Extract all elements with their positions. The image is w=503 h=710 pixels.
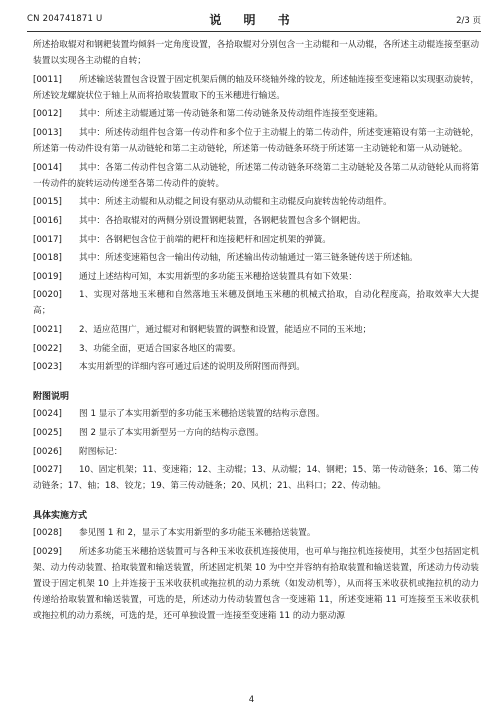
paragraph — [33, 287, 479, 319]
paragraph — [33, 125, 479, 157]
paragraph-text: 参见图 1 和 2，显示了本实用新型的多功能玉米穗拾送装置。 — [79, 528, 316, 539]
paragraph — [33, 544, 479, 624]
paragraph-text: 其中：各拾取辊对的两侧分别设置钢耙装置，各钢耙装置包含多个钢耙齿。 — [79, 215, 366, 226]
paragraph — [33, 232, 479, 248]
paragraph-number: [0025] — [33, 427, 62, 438]
paragraph-text: 其中：各钢耙包含位于前端的耙杆和连接耙杆和固定机架的弹簧。 — [79, 234, 331, 245]
paragraph — [33, 250, 479, 266]
paragraph-text: 通过上述结构可知，本实用新型的多功能玉米穗拾送装置具有如下效果： — [79, 271, 357, 282]
page-indicator: 2/3 页 — [456, 16, 481, 26]
paragraph-number: [0026] — [33, 446, 62, 457]
paragraph-text: 所述多功能玉米穗拾送装置可与各种玉米收获机连接使用，也可单与拖拉机连接使用，其至少包括固定机架、动力传动装置、拾取装置和输送装置，所述固定机架 10 为中空并容纳有拾取装置和输送装置，所述动力传动装置设于固定机架 10 上并连接于玉米收获机或拖拉机的动力系统（如发动机等），从而将玉米收获机或拖拉机的动力传递给拾取装置和输送装置，可选的是，所述动力传动装置包含一变速箱 11，所述变速箱 11 可连接至玉米收获机或拖拉机的动力系统，可选的是，还可单独设置一连接至变速箱 11 的动力驱动源 — [33, 547, 479, 622]
paragraph-number: [0020] — [33, 290, 62, 301]
paragraph-number: [0022] — [33, 343, 62, 354]
document-number: CN 204741871 U — [27, 14, 103, 24]
paragraph-number: [0021] — [33, 325, 62, 335]
paragraph — [33, 160, 479, 192]
page-number: 4 — [248, 695, 255, 705]
paragraph-number: [0012] — [33, 109, 62, 120]
paragraph-number: [0024] — [33, 409, 62, 420]
paragraph-text: 图 1 显示了本实用新型的多功能玉米穗拾送装置的结构示意图。 — [79, 409, 325, 420]
paragraph — [33, 72, 479, 104]
paragraph-number: [0027] — [33, 465, 62, 476]
paragraph — [33, 359, 479, 375]
paragraph — [33, 444, 479, 460]
paragraph-text: 其中：各第二传动件包含第二从动链轮，所述第二传动链条环绕第二主动链轮及各第二从动链轮从而将第一传动件的旋转运动传递至各第二传动件的旋转。 — [33, 162, 479, 189]
paragraph-text: 图 2 显示了本实用新型另一方向的结构示意图。 — [79, 427, 264, 438]
paragraph-text: 其中：所述变速箱包含一输出传动轴，所述输出传动轴通过一第三链条链传送于所述轴。 — [79, 253, 418, 264]
paragraph-number: [0018] — [33, 253, 62, 264]
paragraph — [33, 194, 479, 210]
header-divider — [27, 31, 481, 32]
paragraph — [33, 462, 479, 494]
paragraph-group-figures — [33, 406, 479, 494]
paragraph — [33, 322, 479, 338]
paragraph-text: 1、实现对落地玉米穗和自然落地玉米穗及倒地玉米穗的机械式拾取，自动化程度高，拾取效率大大提高； — [33, 290, 479, 317]
paragraph-text: 其中：所述主动辊通过第一传动链条和第二传动链条及传动组件连接至变速箱。 — [79, 109, 384, 120]
paragraph-text: 附图标记： — [79, 446, 123, 457]
paragraph-number: [0019] — [33, 271, 62, 282]
paragraph — [33, 341, 479, 357]
section-heading-figures: 附图说明 — [33, 392, 70, 403]
paragraph-group-embodiments — [33, 525, 479, 624]
paragraph-group-summary — [33, 72, 479, 376]
paragraph-number: [0015] — [33, 197, 62, 208]
paragraph-text: 2、适应范围广，通过辊对和钢耙装置的调整和设置，能适应不同的玉米地； — [79, 325, 372, 335]
paragraph — [33, 406, 479, 422]
paragraph-number: [0014] — [33, 162, 62, 173]
paragraph — [33, 213, 479, 229]
paragraph — [33, 269, 479, 285]
paragraph-number: [0016] — [33, 215, 62, 226]
paragraph — [33, 525, 479, 541]
paragraph-number: [0029] — [33, 547, 62, 558]
paragraph-text: 10、固定机架；11、变速箱；12、主动辊；13、从动辊；14、钢耙；15、第一传动链条；16、第二传动链条；17、轴；18、铰龙；19、第三传动链条；20、风机；21、出料口；22、传动轴。 — [33, 465, 479, 492]
paragraph-number: [0028] — [33, 528, 62, 539]
paragraph-text: 其中：所述主动辊和从动辊之间设有驱动从动辊和主动辊反向旋转齿轮传动组件。 — [79, 197, 392, 208]
page-title: 说 明 书 — [209, 13, 299, 27]
paragraph-text: 本实用新型的详细内容可通过后述的说明及所附图而得到。 — [79, 362, 305, 373]
paragraph-text: 所述输送装置包含设置于固定机架后侧的轴及环绕轴外缘的铰龙，所述轴连接至变速箱以实现驱动旋转，所述铰龙螺旋状位于轴上从而将拾取装置取下的玉米穗进行输送。 — [33, 74, 479, 101]
paragraph-number: [0017] — [33, 234, 62, 245]
document-body — [33, 37, 479, 627]
paragraph-text: 其中：所述传动组件包含第一传动件和多个位于主动辊上的第二传动件，所述变速箱设有第一主动链轮，所述第一传动件设有第一从动链轮和第二主动链轮，所述第一传动链条环绕于所述第一主动链轮和第一从动链轮。 — [33, 127, 479, 155]
intro-paragraph: 所述拾取辊对和钢耙装置均倾斜一定角度设置，各拾取辊对分别包含一主动辊和一从动辊，各所述主动辊连接至驱动装置以实现各主动辊的自转； — [33, 40, 479, 67]
paragraph — [33, 425, 479, 441]
paragraph-number: [0013] — [33, 127, 62, 138]
section-heading-embodiments: 具体实施方式 — [33, 511, 88, 522]
paragraph-number: [0023] — [33, 362, 62, 373]
page-header — [27, 8, 481, 30]
paragraph-text: 3、功能全面，更适合国家各地区的需要。 — [79, 343, 241, 354]
paragraph-number: [0011] — [33, 74, 62, 85]
paragraph — [33, 106, 479, 122]
